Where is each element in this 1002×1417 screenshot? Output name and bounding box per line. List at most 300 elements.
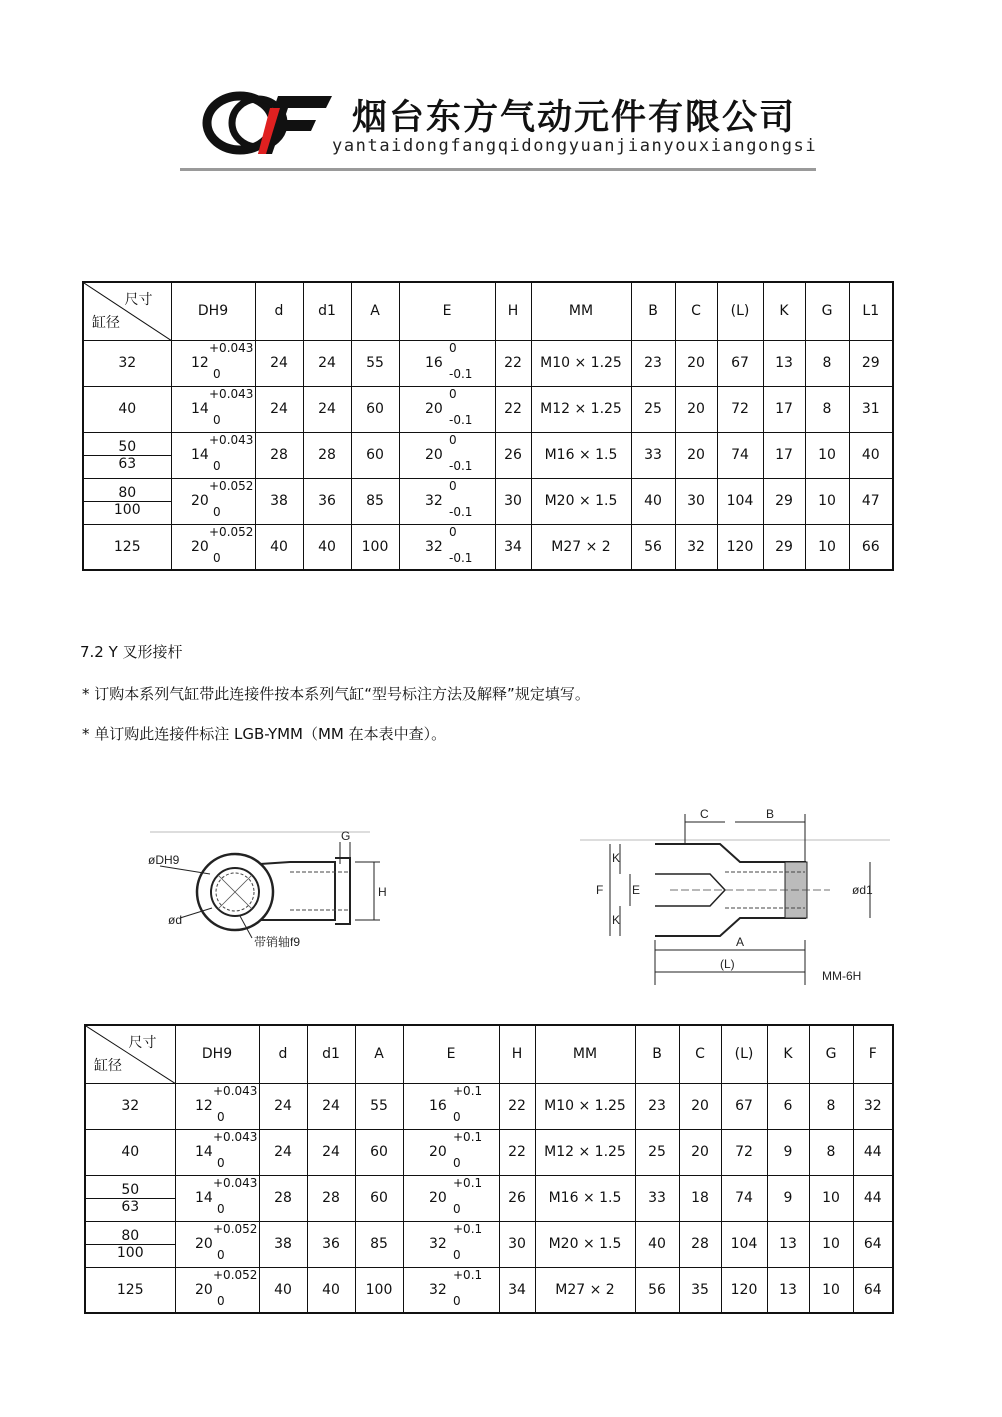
tolerance-value [417, 387, 477, 427]
nominal-value: 20 [191, 493, 209, 509]
last-col-cell: 44 [853, 1175, 893, 1221]
bore-cell [85, 1175, 175, 1221]
h-cell: 22 [495, 340, 531, 386]
col-header: d [259, 1025, 307, 1083]
last-col-cell: 64 [853, 1221, 893, 1267]
l-cell: 120 [721, 1267, 767, 1313]
lower-deviation: -0.1 [449, 459, 473, 473]
table-row [85, 1221, 893, 1267]
table-row [85, 1129, 893, 1175]
upper-deviation: +0.043 [209, 341, 254, 355]
b-label: B [766, 807, 775, 821]
k-label-top: K [612, 851, 621, 865]
tolerance-value [185, 1084, 258, 1124]
section-title: 7.2 Y 叉形接杆 [80, 643, 183, 661]
a-cell: 60 [355, 1175, 403, 1221]
upper-deviation: +0.043 [213, 1176, 258, 1190]
lower-deviation: 0 [453, 1293, 461, 1308]
upper-deviation: +0.1 [453, 1084, 483, 1098]
bore-cell [83, 478, 171, 524]
bore-label: 缸径 [94, 1057, 122, 1074]
mm-cell: M16 × 1.5 [535, 1175, 635, 1221]
col-header: B [635, 1025, 679, 1083]
g-cell: 10 [805, 432, 849, 478]
nominal-value: 32 [429, 1236, 447, 1252]
d-cell: 28 [259, 1175, 307, 1221]
lower-deviation: 0 [217, 1156, 225, 1170]
lower-deviation: 0 [213, 413, 221, 427]
a-cell: 85 [351, 478, 399, 524]
tolerance-value [185, 1222, 258, 1262]
bore-cell [85, 1267, 175, 1313]
c-cell: 28 [679, 1221, 721, 1267]
tolerance-value [181, 479, 254, 519]
col-header: (L) [717, 282, 763, 340]
lower-deviation: -0.1 [449, 367, 473, 381]
k-cell: 6 [767, 1083, 809, 1129]
lower-deviation: 0 [453, 1110, 461, 1124]
rod-eye-drawing [140, 820, 440, 960]
bore-value: 63 [121, 1198, 140, 1215]
upper-deviation: +0.052 [209, 524, 254, 539]
dh9-cell [171, 340, 255, 386]
bore-cell-split [86, 1182, 175, 1215]
col-header: G [809, 1025, 853, 1083]
c-cell: 30 [675, 478, 717, 524]
dh9-label: øDH9 [148, 853, 180, 867]
h-cell: 22 [499, 1083, 535, 1129]
tolerance-value [421, 1222, 481, 1262]
upper-deviation: +0.043 [213, 1130, 258, 1144]
e-cell [403, 1129, 499, 1175]
bore-cell [85, 1221, 175, 1267]
bore-cell [83, 432, 171, 478]
e-cell [403, 1267, 499, 1313]
col-header: F [853, 1025, 893, 1083]
col-header: MM [535, 1025, 635, 1083]
nominal-value: 20 [195, 1281, 213, 1298]
bore-label: 缸径 [92, 314, 120, 331]
upper-deviation: +0.052 [213, 1222, 258, 1236]
h-cell: 30 [499, 1221, 535, 1267]
tolerance-value [417, 341, 477, 381]
nominal-value: 20 [425, 447, 443, 463]
g-cell: 8 [805, 386, 849, 432]
table-row [85, 1267, 893, 1313]
bore-value: 80 [84, 485, 171, 502]
d-cell: 24 [255, 386, 303, 432]
col-header: A [351, 282, 399, 340]
dh9-cell [171, 478, 255, 524]
table-header-row [85, 1025, 893, 1083]
e-cell [399, 386, 495, 432]
col-header: A [355, 1025, 403, 1083]
upper-deviation: +0.043 [209, 387, 254, 401]
tolerance-value [185, 1130, 258, 1170]
h-cell: 26 [499, 1175, 535, 1221]
d1-cell: 40 [303, 524, 351, 570]
table-row [83, 478, 893, 524]
mm-cell: M27 × 2 [531, 524, 631, 570]
upper-deviation: +0.1 [453, 1267, 483, 1282]
f-label: F [596, 883, 604, 897]
k-cell: 13 [767, 1221, 809, 1267]
bore-value: 40 [121, 1144, 140, 1160]
d1-cell: 24 [303, 340, 351, 386]
d-cell: 24 [259, 1129, 307, 1175]
l-cell: 104 [721, 1221, 767, 1267]
a-cell: 100 [355, 1267, 403, 1313]
last-col-cell: 64 [853, 1267, 893, 1313]
tolerance-value [421, 1130, 481, 1170]
a-cell: 55 [355, 1083, 403, 1129]
pin-label: 带销轴f9 [254, 935, 301, 949]
d-cell: 28 [255, 432, 303, 478]
k-label-bottom: K [612, 913, 621, 927]
tolerance-value [181, 341, 254, 381]
nominal-value: 14 [191, 447, 209, 463]
upper-deviation: 0 [449, 341, 457, 355]
h-cell: 34 [495, 524, 531, 570]
tolerance-value [181, 433, 254, 473]
upper-deviation: +0.043 [213, 1084, 258, 1098]
last-col-cell: 66 [849, 524, 893, 570]
e-cell [399, 478, 495, 524]
nominal-value: 32 [425, 493, 443, 509]
last-col-cell: 29 [849, 340, 893, 386]
g-label: G [341, 829, 351, 843]
c-cell: 32 [675, 524, 717, 570]
g-cell: 8 [809, 1083, 853, 1129]
mm-cell: M20 × 1.5 [535, 1221, 635, 1267]
order-note-2: * 单订购此连接件标注 LGB-YMM（MM 在本表中查）。 [82, 725, 447, 743]
b-cell: 33 [635, 1175, 679, 1221]
b-cell: 33 [631, 432, 675, 478]
nominal-value: 16 [425, 355, 443, 371]
nominal-value: 20 [191, 538, 209, 555]
lower-deviation: 0 [213, 550, 221, 565]
tolerance-value [417, 433, 477, 473]
g-cell: 10 [809, 1221, 853, 1267]
d1-cell: 36 [303, 478, 351, 524]
upper-deviation: 0 [449, 387, 457, 401]
d-cell: 40 [255, 524, 303, 570]
l-cell: 67 [717, 340, 763, 386]
col-header: MM [531, 282, 631, 340]
lower-deviation: 0 [453, 1156, 461, 1170]
k-cell: 29 [763, 524, 805, 570]
l-cell: 74 [721, 1175, 767, 1221]
g-cell: 10 [805, 524, 849, 570]
corner-header [83, 282, 171, 340]
bore-cell-split [86, 1228, 175, 1261]
upper-deviation: 0 [449, 479, 457, 493]
h-cell: 30 [495, 478, 531, 524]
header-divider [180, 168, 816, 171]
k-cell: 13 [767, 1267, 809, 1313]
dh9-cell [175, 1083, 259, 1129]
a-label: A [736, 935, 745, 949]
l-cell: 120 [717, 524, 763, 570]
c-cell: 20 [675, 432, 717, 478]
mm-cell: M12 × 1.25 [535, 1129, 635, 1175]
a-cell: 60 [355, 1129, 403, 1175]
col-header: E [399, 282, 495, 340]
size-label: 尺寸 [124, 292, 153, 308]
col-header: K [767, 1025, 809, 1083]
k-cell: 17 [763, 432, 805, 478]
tolerance-value [417, 525, 477, 565]
spec-table-1 [82, 281, 894, 571]
dh9-cell [175, 1221, 259, 1267]
bore-value: 32 [118, 355, 137, 371]
a-cell: 60 [351, 386, 399, 432]
c-cell: 35 [679, 1267, 721, 1313]
lower-deviation: 0 [217, 1293, 225, 1308]
company-name: 烟台东方气动元件有限公司 [352, 98, 797, 138]
nominal-value: 16 [429, 1098, 447, 1114]
dh9-cell [175, 1267, 259, 1313]
upper-deviation: 0 [449, 433, 457, 447]
corner-header [85, 1025, 175, 1083]
tolerance-value [417, 479, 477, 519]
k-cell: 29 [763, 478, 805, 524]
nominal-value: 14 [191, 401, 209, 417]
col-header: d1 [307, 1025, 355, 1083]
h-cell: 34 [499, 1267, 535, 1313]
mm-cell: M27 × 2 [535, 1267, 635, 1313]
bore-cell [85, 1129, 175, 1175]
clevis-drawing [560, 800, 900, 990]
upper-deviation: +0.1 [453, 1130, 483, 1144]
mm-cell: M10 × 1.25 [535, 1083, 635, 1129]
lower-deviation: 0 [217, 1202, 225, 1216]
e-cell [399, 340, 495, 386]
mm-cell: M20 × 1.5 [531, 478, 631, 524]
col-header: DH9 [175, 1025, 259, 1083]
nominal-value: 14 [195, 1144, 213, 1160]
lower-deviation: 0 [213, 367, 221, 381]
bore-cell-split [84, 439, 171, 472]
g-cell: 10 [809, 1267, 853, 1313]
bore-value: 50 [84, 439, 171, 456]
upper-deviation: +0.052 [209, 479, 254, 493]
upper-deviation: 0 [449, 524, 457, 539]
bore-value: 100 [113, 501, 141, 518]
c-cell: 18 [679, 1175, 721, 1221]
d1-cell: 28 [303, 432, 351, 478]
last-col-cell: 47 [849, 478, 893, 524]
tolerance-value [421, 1084, 481, 1124]
dh9-cell [171, 524, 255, 570]
col-header: H [495, 282, 531, 340]
d-cell: 24 [259, 1083, 307, 1129]
h-cell: 26 [495, 432, 531, 478]
b-cell: 25 [635, 1129, 679, 1175]
d1-cell: 24 [303, 386, 351, 432]
c-cell: 20 [675, 340, 717, 386]
dh9-cell [175, 1129, 259, 1175]
bore-cell [83, 386, 171, 432]
table-row [83, 432, 893, 478]
a-cell: 100 [351, 524, 399, 570]
d-cell: 40 [259, 1267, 307, 1313]
col-header: G [805, 282, 849, 340]
d1-cell: 24 [307, 1083, 355, 1129]
col-header: B [631, 282, 675, 340]
upper-deviation: +0.043 [209, 433, 254, 447]
col-header: C [679, 1025, 721, 1083]
upper-deviation: +0.1 [453, 1176, 483, 1190]
k-cell: 9 [767, 1175, 809, 1221]
tolerance-value [185, 1267, 258, 1308]
d1-label: ød1 [852, 883, 873, 897]
c-cell: 20 [679, 1083, 721, 1129]
col-header: K [763, 282, 805, 340]
lower-deviation: 0 [453, 1202, 461, 1216]
d1-cell: 36 [307, 1221, 355, 1267]
tolerance-value [185, 1176, 258, 1216]
c-cell: 20 [679, 1129, 721, 1175]
company-pinyin: yantaidongfangqidongyuanjianyouxiangongsi [332, 136, 818, 156]
table-row [83, 340, 893, 386]
col-header: L1 [849, 282, 893, 340]
bore-value: 63 [118, 455, 137, 472]
a-cell: 55 [351, 340, 399, 386]
b-cell: 56 [635, 1267, 679, 1313]
mm-cell: M16 × 1.5 [531, 432, 631, 478]
h-label: H [378, 885, 387, 899]
e-cell [403, 1175, 499, 1221]
bore-cell [85, 1083, 175, 1129]
size-label: 尺寸 [128, 1035, 157, 1051]
table-row [85, 1175, 893, 1221]
b-cell: 25 [631, 386, 675, 432]
nominal-value: 32 [429, 1281, 447, 1298]
lower-deviation: -0.1 [449, 413, 473, 427]
bore-cell [83, 340, 171, 386]
e-label: E [632, 883, 641, 897]
e-cell [403, 1221, 499, 1267]
c-cell: 20 [675, 386, 717, 432]
table-header-row [83, 282, 893, 340]
mm-cell: M10 × 1.25 [531, 340, 631, 386]
last-col-cell: 32 [853, 1083, 893, 1129]
a-cell: 85 [355, 1221, 403, 1267]
b-cell: 40 [631, 478, 675, 524]
table-row [83, 524, 893, 570]
k-cell: 17 [763, 386, 805, 432]
g-cell: 10 [805, 478, 849, 524]
k-cell: 9 [767, 1129, 809, 1175]
c-label: C [700, 807, 709, 821]
lower-deviation: -0.1 [449, 550, 473, 565]
nominal-value: 20 [195, 1236, 213, 1252]
bore-value: 32 [121, 1098, 140, 1114]
g-cell: 8 [805, 340, 849, 386]
bore-value: 125 [113, 538, 141, 555]
bore-value: 40 [118, 401, 137, 417]
tolerance-value [421, 1176, 481, 1216]
d1-cell: 28 [307, 1175, 355, 1221]
last-col-cell: 40 [849, 432, 893, 478]
b-cell: 23 [631, 340, 675, 386]
lower-deviation: 0 [213, 505, 221, 519]
bore-cell-split [84, 485, 171, 518]
e-cell [399, 432, 495, 478]
g-cell: 8 [809, 1129, 853, 1175]
order-note-1: * 订购本系列气缸带此连接件按本系列气缸“型号标注方法及解释”规定填写。 [82, 685, 590, 703]
last-col-cell: 31 [849, 386, 893, 432]
lower-deviation: 0 [453, 1248, 461, 1262]
bore-value: 50 [86, 1182, 175, 1199]
col-header: DH9 [171, 282, 255, 340]
b-cell: 23 [635, 1083, 679, 1129]
col-header: d1 [303, 282, 351, 340]
bore-value: 100 [116, 1244, 144, 1261]
table-row [85, 1083, 893, 1129]
col-header: C [675, 282, 717, 340]
lower-deviation: 0 [217, 1110, 225, 1124]
col-header: E [403, 1025, 499, 1083]
tolerance-value [181, 387, 254, 427]
l-cell: 67 [721, 1083, 767, 1129]
bore-value: 125 [116, 1281, 144, 1298]
k-cell: 13 [763, 340, 805, 386]
nominal-value: 14 [195, 1190, 213, 1206]
mm-thread-label: MM-6H [822, 969, 862, 983]
upper-deviation: +0.1 [453, 1222, 483, 1236]
last-col-cell: 44 [853, 1129, 893, 1175]
l-cell: 72 [717, 386, 763, 432]
nominal-value: 32 [425, 538, 443, 555]
nominal-value: 20 [425, 401, 443, 417]
page-header [180, 80, 820, 180]
col-header: (L) [721, 1025, 767, 1083]
dh9-cell [171, 432, 255, 478]
d-cell: 24 [255, 340, 303, 386]
tolerance-value [181, 524, 254, 565]
e-cell [399, 524, 495, 570]
mm-cell: M12 × 1.25 [531, 386, 631, 432]
g-cell: 10 [809, 1175, 853, 1221]
table-row [83, 386, 893, 432]
tolerance-value [421, 1268, 481, 1308]
spec-table-2 [84, 1024, 894, 1314]
lower-deviation: 0 [217, 1248, 225, 1262]
b-cell: 40 [635, 1221, 679, 1267]
upper-deviation: +0.052 [213, 1267, 258, 1282]
dh9-cell [171, 386, 255, 432]
d-cell: 38 [259, 1221, 307, 1267]
l-cell: 74 [717, 432, 763, 478]
bore-value: 80 [86, 1228, 175, 1245]
d-cell: 38 [255, 478, 303, 524]
nominal-value: 12 [191, 355, 209, 371]
dh9-cell [175, 1175, 259, 1221]
l-cell: 72 [721, 1129, 767, 1175]
col-header: H [499, 1025, 535, 1083]
lower-deviation: -0.1 [449, 505, 473, 519]
nominal-value: 20 [429, 1144, 447, 1160]
l-label: (L) [720, 957, 735, 971]
e-cell [403, 1083, 499, 1129]
nominal-value: 12 [195, 1098, 213, 1114]
d1-cell: 40 [307, 1267, 355, 1313]
lower-deviation: 0 [213, 459, 221, 473]
bore-cell [83, 524, 171, 570]
b-cell: 56 [631, 524, 675, 570]
